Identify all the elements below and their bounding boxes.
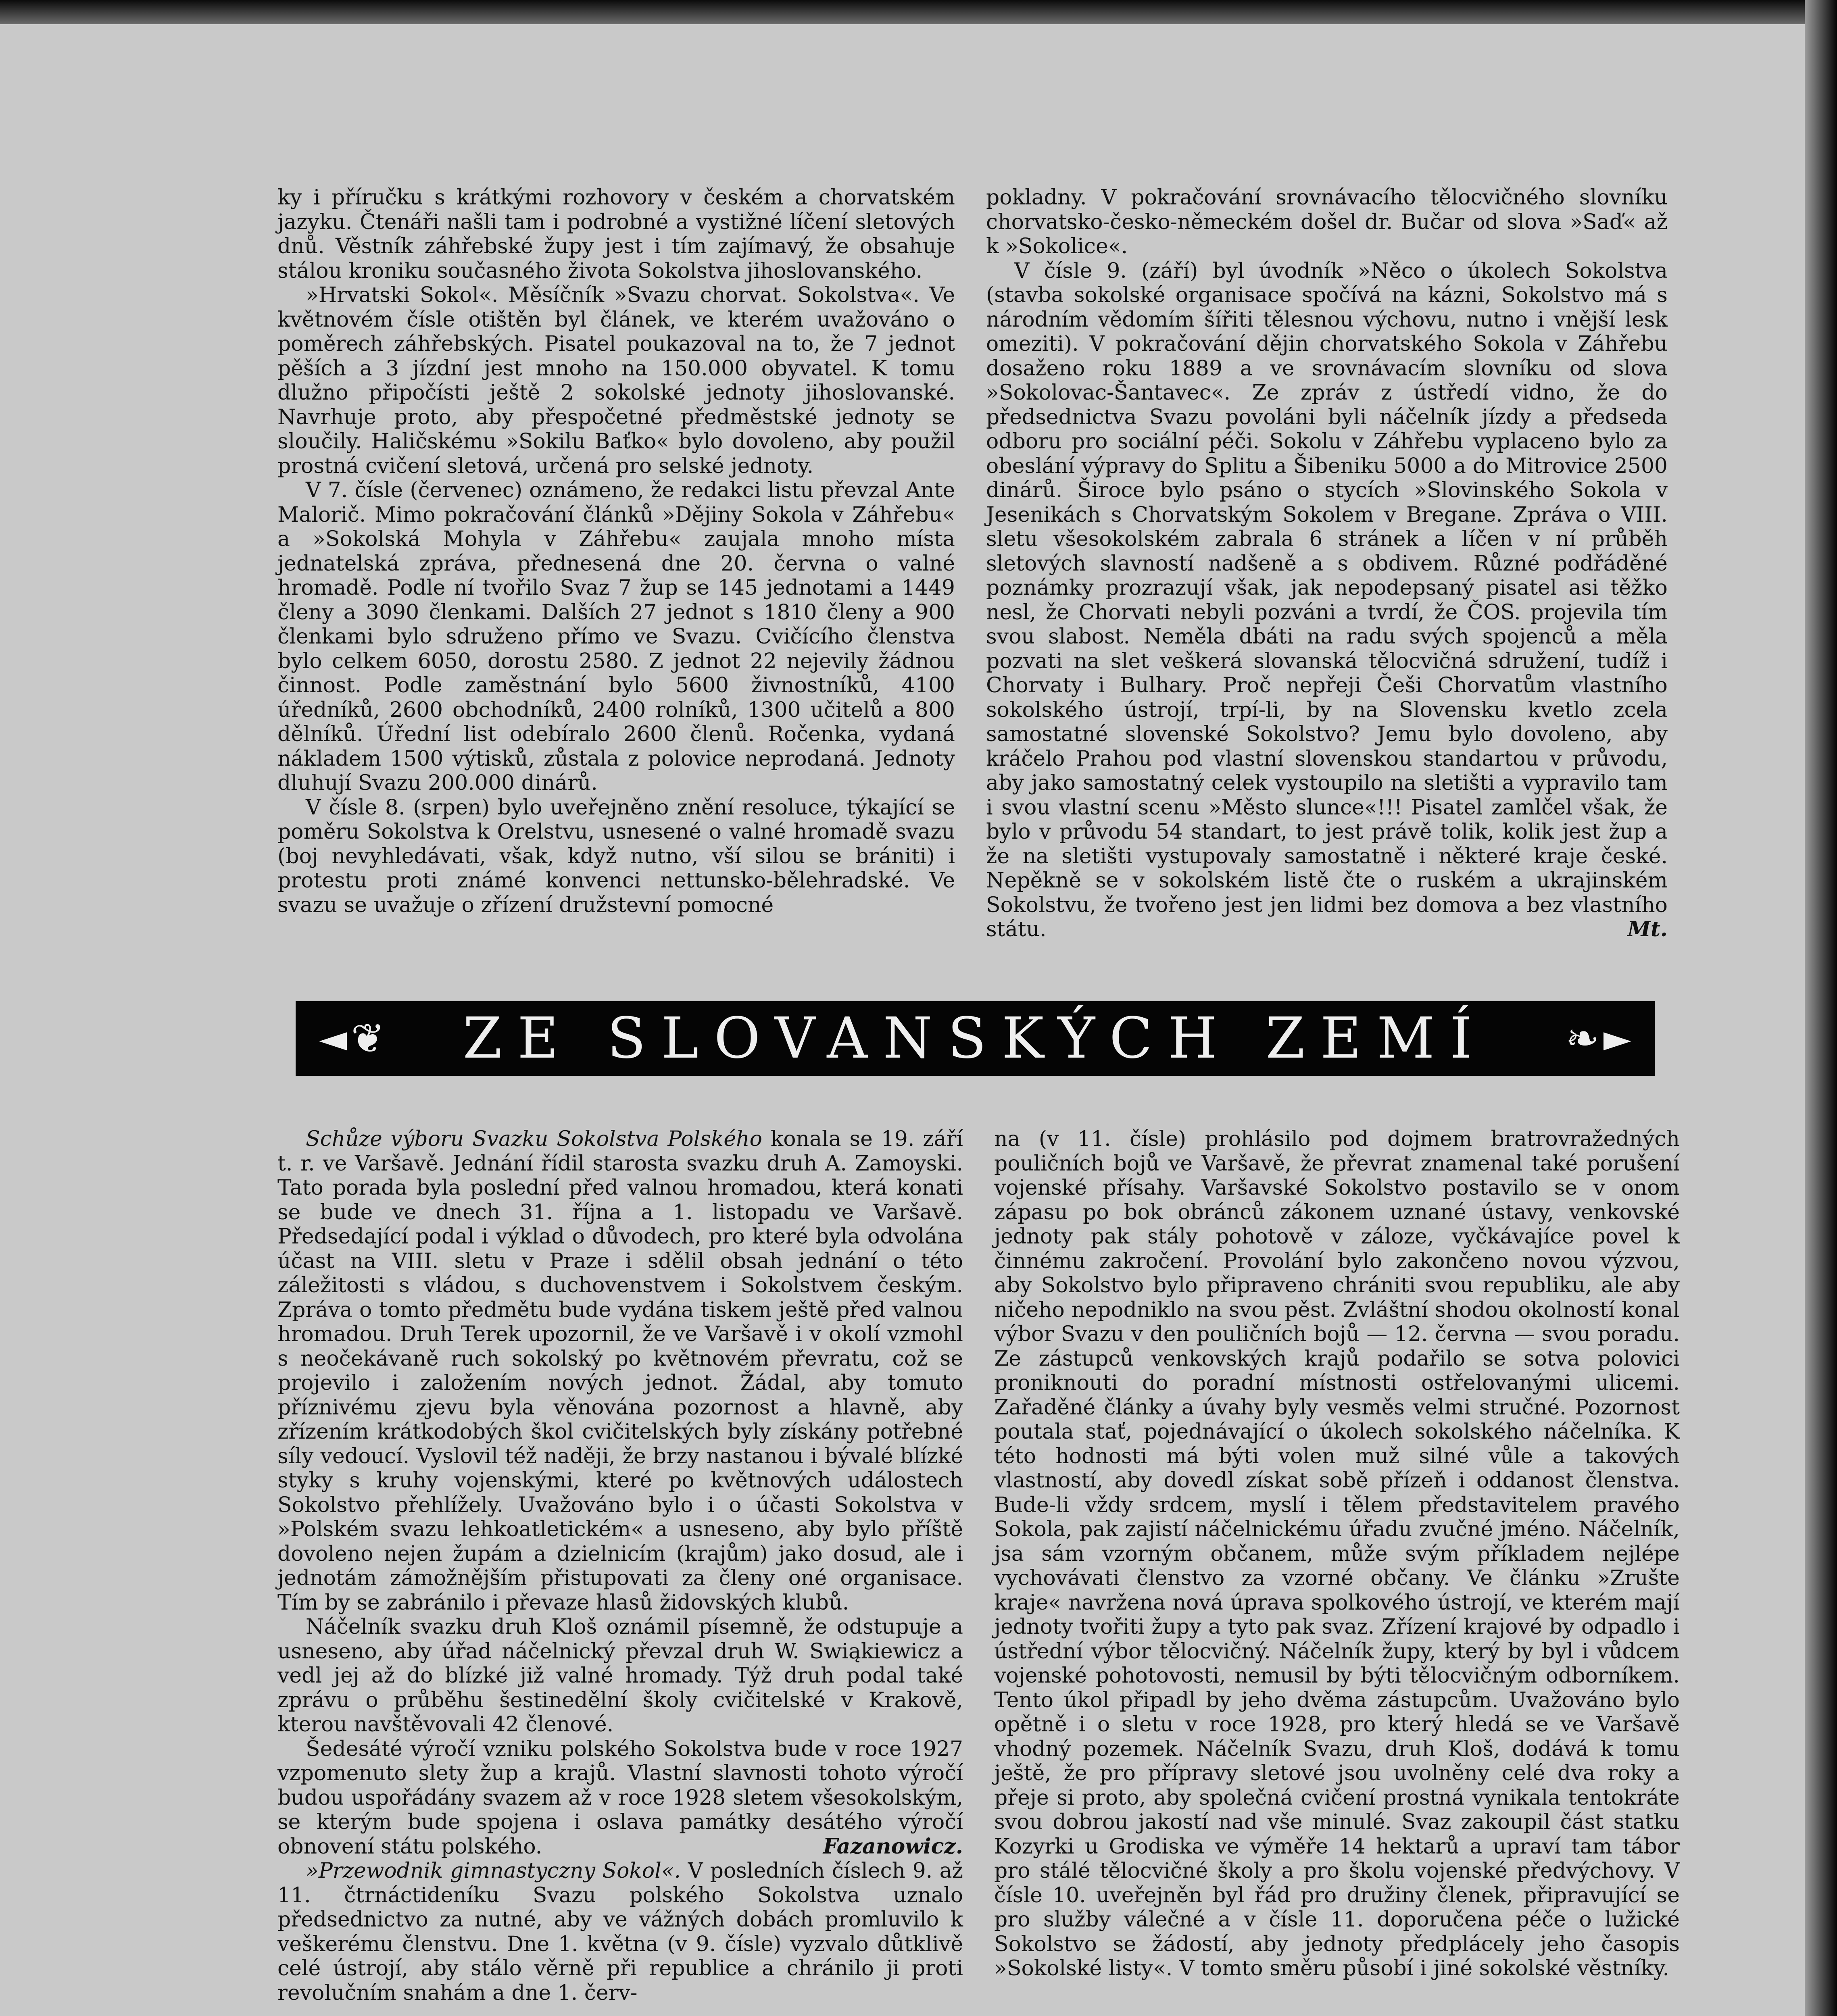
arrow-left-icon: ◄ [319,1017,347,1060]
paragraph: na (v 11. čísle) prohlásilo pod dojmem bratrovražedných pouličních bojů ve Varšavě, že převrat znamenal také porušení vojenské přísahy. Varšavské Sokolstvo postavilo se v onom zápasu po bok obránců zákonem uznané ústavy, venkovské jednoty pak stály pohotově v záloze, vyčkávajíce povel k činnému zakročení. Provolání bylo zakončeno novou výzvou, aby Sokolstvo bylo připraveno chrániti svou republiku, ale aby ničeho nepodniklo na svou pěst. Zvláštní shodou okolností konal výbor Svazu v den pouličních bojů — 12. června — svou poradu. Ze zástupců venkovských krajů podařilo se sotva polovici proniknouti do poradní místnosti ostřelovanými ulicemi. Zařaděné články a úvahy byly vesměs velmi stručné. Pozornost poutala stať, pojednávající o úkolech sokolského náčelníka. K této hodnosti má býti volen muž silné vůle a takových vlastností, aby dovedl získat sobě přízeň i oddanost členstva. Bude-li vždy srdcem, myslí i tělem představitelem pravého Sokola, pak zajistí náčelnickému úřadu zvučné jméno. Náčelník, jsa sám vzorným občanem, může svým příkladem nejlépe vychovávati členstvo za vzorné občany. Ve článku »Zrušte kraje« navržena nová úprava spolkového ústrojí, ve kterém mají jednoty tvořiti župy a tyto pak svaz. Zřízení krajové by odpadlo i ústřední výbor tělocvičný. Náčelník župy, který by byl i vůdcem vojenské pohotovosti, nemusil by býti tělocvičným odborníkem. Tento úkol připadl by jeho dvěma zástupcům. Uvažováno bylo opětně i o sletu v roce 1928, pro který hledá se ve Varšavě vhodný pozemek. Náčelník Svazu, druh Kloš, dodává k tomu ještě, že pro přípravy sletové jsou uvolněny celé dva roky a přeje si proto, aby společná cvičení prostná vynikala tentokráte svou dobrou jakostí nad vše minulé. Svaz zakoupil část statku Kozyrki u Grodiska ve výměře 14 hektarů a upraví tam tábor pro stálé tělocvičné školy a pro školu vojenské předvýchovy. V čísle 10. uveřejněn byl řád pro družiny členek, připravující se pro služby válečné a v čísle 11. doporučena péče o lužické Sokolstvo se žádostí, aby jednoty předplácely jeho časopis »Sokolské listy«. V tomto směru působí i jiné sokolské věstníky. [994,1127,1680,1981]
arrow-right-icon: ► [1603,1017,1631,1060]
article-column-bottom-right [994,1127,1680,1981]
paragraph-text: V čísle 9. (září) byl úvodník »Něco o úkolech Sokolstva (stavba sokolské organisace spočívá na kázni, Sokolstvo má s národním vědomím šířiti tělesnou výchovu, nutno i vnější lesk omeziti). V pokračování dějin chorvatského Sokola v Záhřebu dosaženo roku 1889 a ve srovnávacím slovníku od slova »Sokolovac-Šantavec«. Ze zpráv z ústředí vidno, že do předsednictva Svazu povoláni byli náčelník jízdy a předseda odboru pro sociální péči. Sokolu v Záhřebu vyplaceno bylo za obeslání výpravy do Splitu a Šibeniku 5000 a do Mitrovice 2500 dinárů. Široce bylo psáno o stycích »Slovinského Sokola v Jesenikách s Chorvatským Sokolem v Bregane. Zpráva o VIII. sletu všesokolském zabrala 6 stránek a líčen v ní průběh sletových slavností nadšeně a s obdivem. Různé podřáděné poznámky prozrazují však, jak nepodepsaný pisatel asi těžko nesl, že Chorvati nebyli pozváni a tvrdí, že ČOS. projevila tím svou slabost. Neměla dbáti na radu svých spojenců a měla pozvati na slet veškerá slovanská tělocvičná sdružení, tudíž i Chorvaty i Bulhary. Proč nepřeji Češi Chorvatům vlastního sokolského ústrojí, trpí-li, by na Slovensku kvetlo zcela samostatné slovenské Sokolstvo? Jemu bylo dovoleno, aby kráčelo Prahou pod vlastní slovenskou standartou v průvodu, aby jako samostatný celek vystoupilo na sletišti a vypravilo tam i svou vlastní scenu »Město slunce«!!! Pisatel zamlčel však, že bylo v průvodu 54 standart, to jest právě tolik, kolik jest žup a že na sletišti vystupovaly samostatně i některé kraje české. Nepěkně se v sokolském listě čte o ruském a ukrajinském Sokolstvu, že tvořeno jest jen lidmi bez domova a bez vlastního státu. [986,258,1668,941]
paragraph-text: Šedesáté výročí vzniku polského Sokolstva bude v roce 1927 vzpomenuto slety žup a krajů. Vlastní slavnosti tohoto výročí budou uspořádány svazem až v roce 1928 sletem všesokolským, se kterým bude spojena i oslava památky desátého výročí obnovení státu polského. [277,1737,963,1859]
paragraph [277,1127,963,1615]
author-signature: Fazanowicz. [823,1834,963,1859]
paragraph-text: konala se 19. září t. r. ve Varšavě. Jednání řídil starosta svazku druh A. Zamoyski. Tato porada byla poslední před valnou hromadou, která konati se bude ve dnech 31. října a 1. listopadu ve Varšavě. Předsedající podal i výklad o důvodech, pro které byla odvolána účast na VIII. sletu v Praze i sdělil obsah jednání o této záležitosti s vládou, s duchovenstvem i Sokolstvem českým. Zpráva o tomto předmětu bude vydána tiskem ještě před valnou hromadou. Druh Terek upozornil, že ve Varšavě i v okolí vzmohl s neočekávaně ruch sokolský po květnovém převratu, což se projevilo i založením nových jednot. Žádal, aby tomuto příznivému zjevu byla věnována pozornost a hlavně, aby zřízením krátkodobých škol cvičitelských byly získány potřebné síly vedoucí. Vyslovil též naději, že brzy nastanou i bývalé blízké styky s kruhy vojenskými, které po květnových událostech Sokolstvo přehlížely. Uvažováno bylo i o účasti Sokolstva v »Polském svazu lehkoatletickém« a usneseno, aby bylo příště dovoleno nejen župám a dzielnicím (krajům) jako dosud, ale i jednotám zámožnějším přistupovati za členy oné organisace. Tím by se zabránilo i převaze hlasů židovských klubů. [277,1127,963,1615]
article-column-bottom-left [277,1127,963,2005]
paragraph [986,259,1668,942]
paragraph: V čísle 8. (srpen) bylo uveřejněno znění resoluce, týkající se poměru Sokolstva k Orelstvu, usnesené o valné hromadě svazu (boj nevyhledávati, však, když nutno, vší silou se brániti) i protestu proti známé konvenci nettunsko-bělehradské. Ve svazu se uvažuje o zřízení družstevní pomocné [277,795,955,917]
author-signature: Mt. [1627,917,1668,941]
paragraph: »Hrvatski Sokol«. Měsíčník »Svazu chorvat. Sokolstva«. Ve květnovém čísle otištěn byl článek, ve kterém uvažováno o poměrech záhřebských. Pisatel poukazoval na to, že 7 jednot pěších a 3 jízdní jest mnoho na 150.000 obyvatel. K tomu dlužno připočísti ještě 2 sokolské jednoty jihoslovanské. Navrhuje proto, aby přespočetné předměstské jednoty se sloučily. Haličskému »Sokilu Baťko« bylo dovoleno, aby použil prostná cvičení sletová, určená pro selské jednoty. [277,283,955,478]
banner-ornament-right [1562,1001,1631,1076]
floral-sprig-icon: ❦ [351,1015,385,1062]
paragraph [277,1859,963,2005]
paragraph: Náčelník svazku druh Kloš oznámil písemně, že odstupuje a usneseno, aby úřad náčelnický převzal druh W. Swiąkiewicz a vedl jej až do blízké již valné hromady. Týž druh podal také zprávu o průběhu šestinedělní školy cvičitelské v Krakově, kterou navštěvovali 42 členové. [277,1615,963,1737]
floral-sprig-icon: ❧ [1565,1015,1599,1062]
paragraph-heading: »Przewodnik gimnastyczny Sokol«. [306,1859,681,1883]
paragraph-text: V posledních číslech 9. až 11. čtrnáctideníku Svazu polského Sokolstva uznalo předsednictvo za nutné, aby ve vážných dobách promluvilo k veškerému členstvu. Dne 1. května (v 9. čísle) vyzvalo důtklivě celé ústrojí, aby stálo věrně při republice a chránilo ji proti revolučním snahám a dne 1. červ- [277,1859,963,2005]
article-column-top-right [986,185,1668,942]
paragraph-heading: Schůze výboru Svazku Sokolstva Polského [306,1127,762,1151]
article-column-top-left [277,185,955,917]
paragraph [277,1737,963,1859]
paragraph: pokladny. V pokračování srovnávacího tělocvičného slovníku chorvatsko-česko-německém došel dr. Bučar od slova »Saď« až k »Sokolice«. [986,185,1668,258]
section-title: ZE SLOVANSKÝCH ZEMÍ [463,1006,1488,1071]
section-banner [296,1001,1655,1076]
paragraph: V 7. čísle (červenec) oznámeno, že redakci listu převzal Ante Malorič. Mimo pokračování článků »Dějiny Sokola v Záhřebu« a »Sokolská Mohyla v Záhřebu« zaujala mnoho místa jednatelská zpráva, přednesená dne 20. června o valné hromadě. Podle ní tvořilo Svaz 7 žup se 145 jednotami a 1449 členy a 3090 členkami. Dalších 27 jednot s 1810 členy a 900 členkami bylo sdruženo přímo ve Svazu. Cvičícího členstva bylo celkem 6050, dorostu 2580. Z jednot 22 nejevily žádnou činnost. Podle zaměstnání bylo 5600 živnostníků, 4100 úředníků, 2600 obchodníků, 2400 rolníků, 1300 učitelů a 800 dělníků. Úřední list odebíralo 2600 členů. Ročenka, vydaná nákladem 1500 výtisků, zůstala z polovice neprodaná. Jednoty dluhují Svazu 200.000 dinárů. [277,478,955,795]
banner-ornament-left [319,1001,389,1076]
paragraph: ky i příručku s krátkými rozhovory v českém a chorvatském jazyku. Čtenáři našli tam i podrobné a vystižné líčení sletových dnů. Věstník záhřebské župy jest i tím zajímavý, že obsahuje stálou kroniku současného života Sokolstva jihoslovanského. [277,185,955,283]
